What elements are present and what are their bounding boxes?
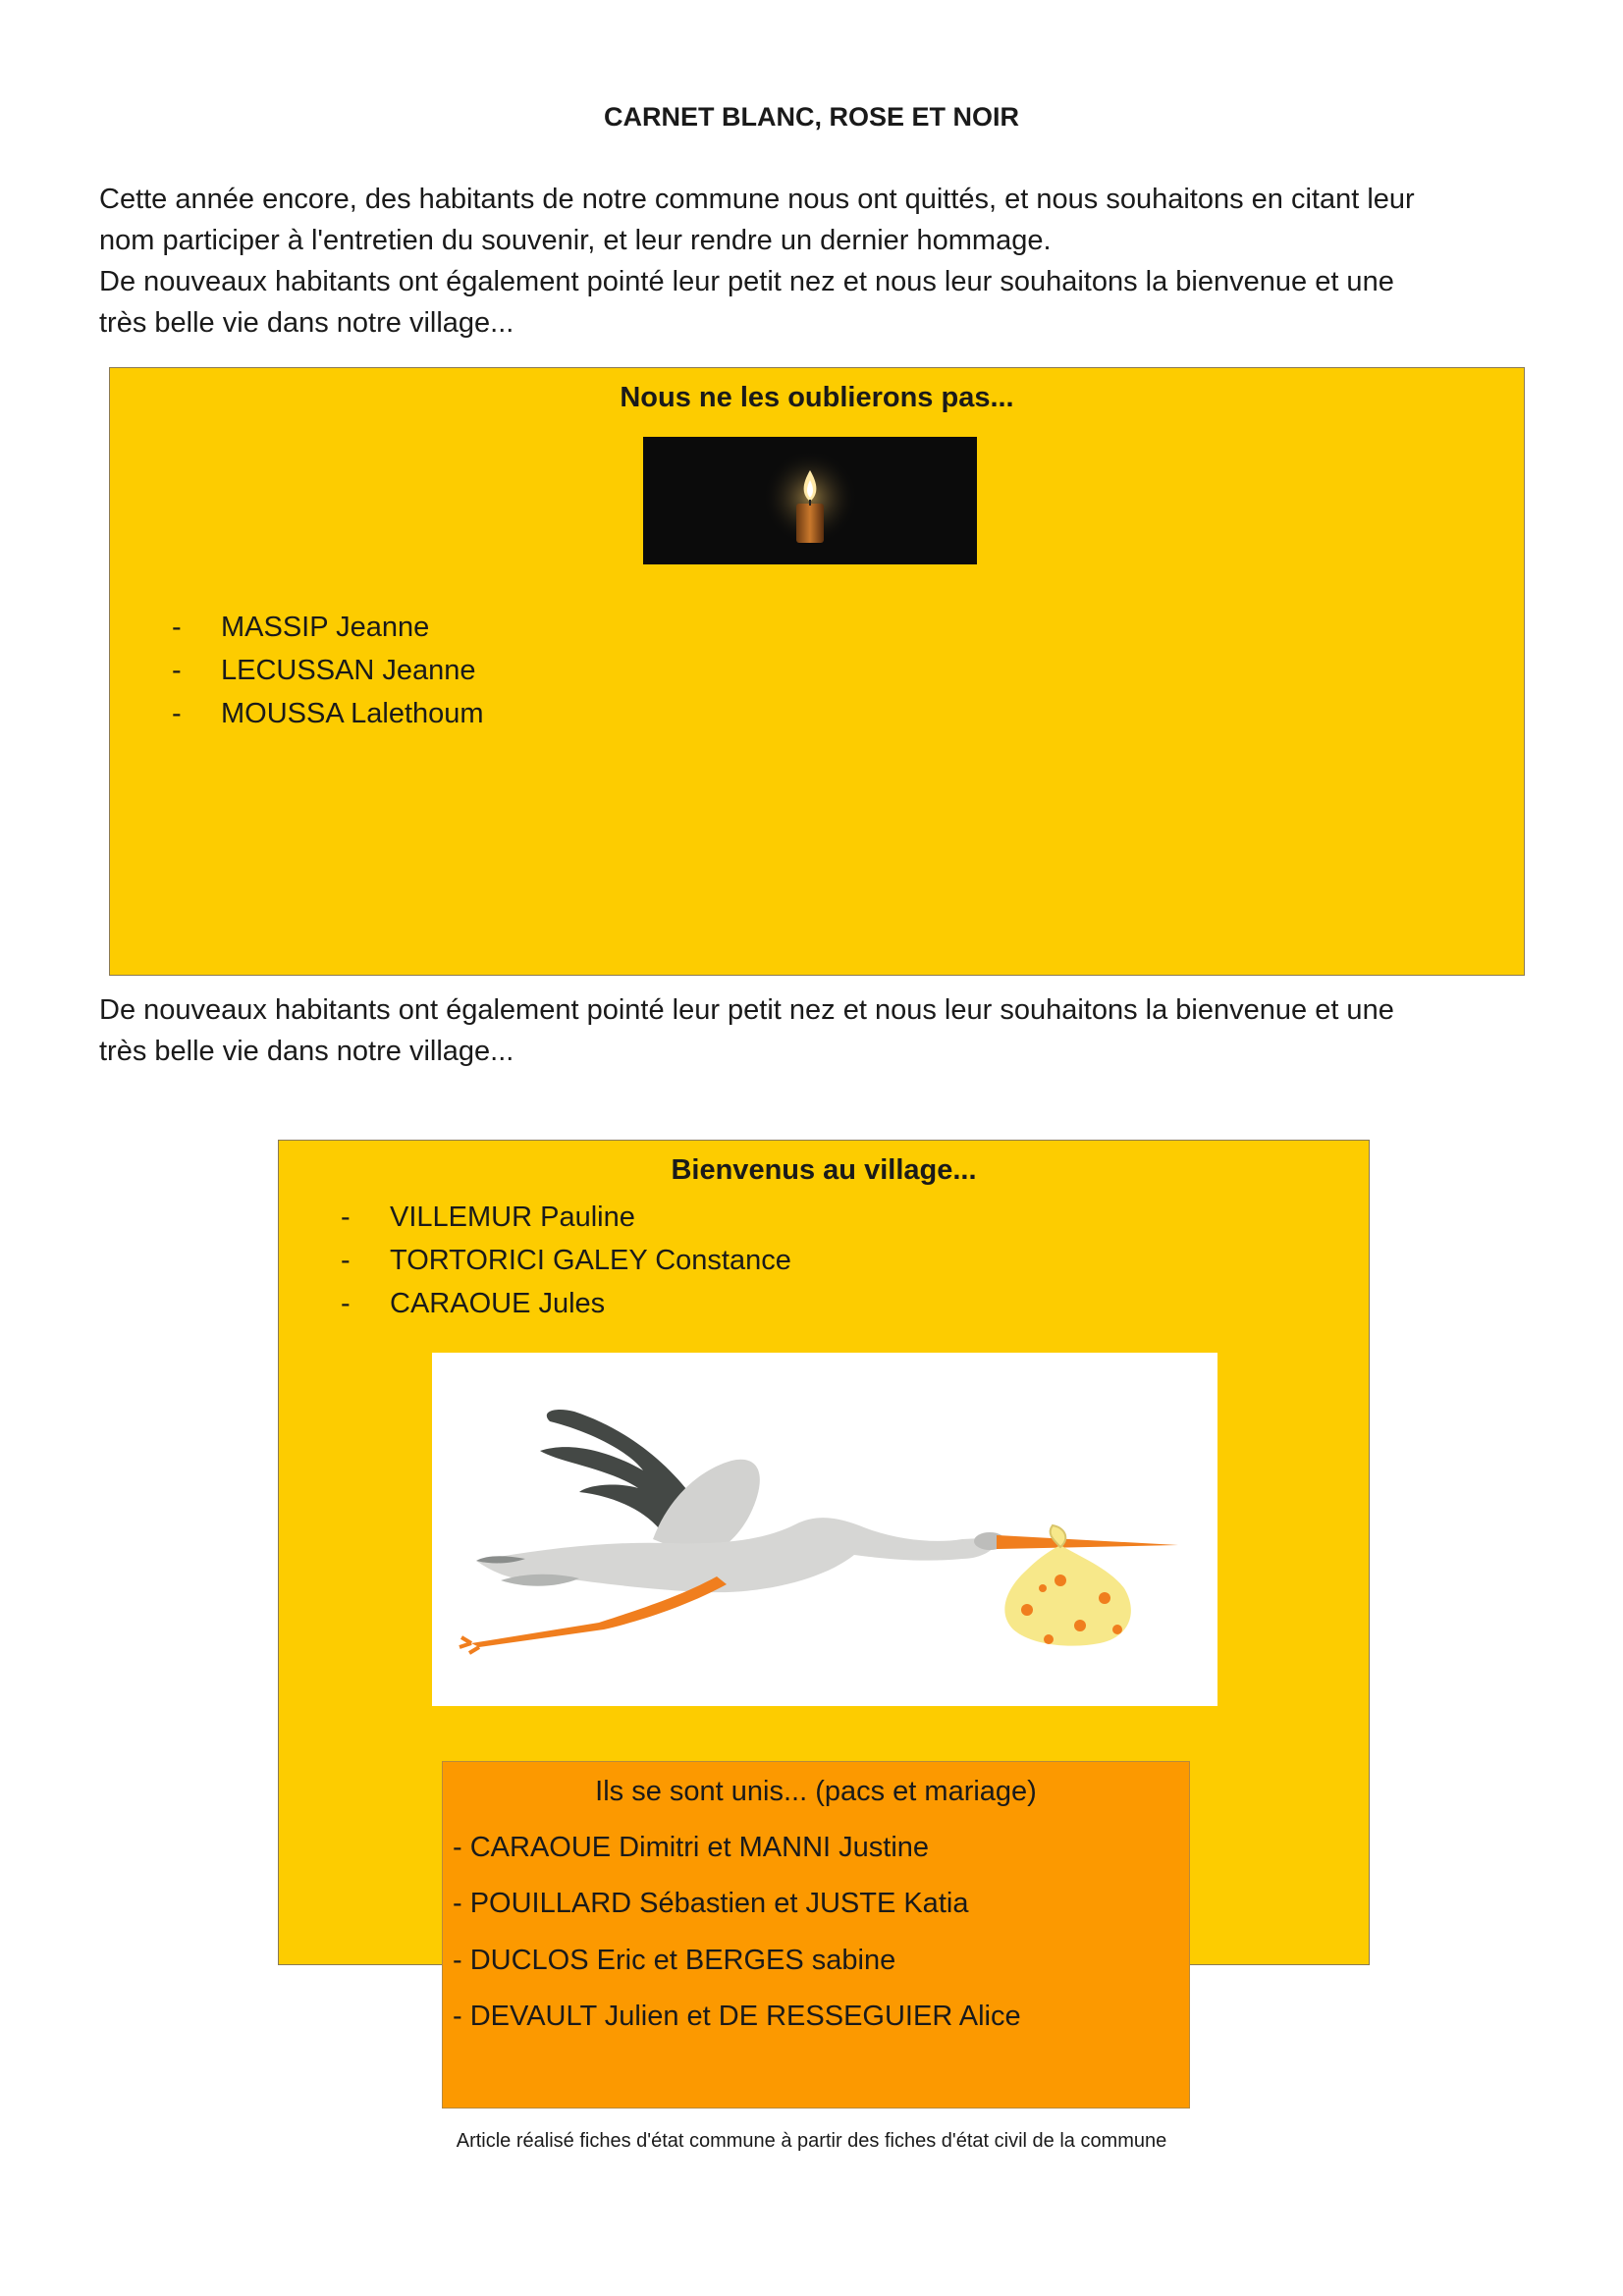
deaths-box [109, 367, 1525, 976]
intro-line: De nouveaux habitants ont également pointé leur petit nez et nous leur souhaitons la bienvenue et une [99, 266, 1394, 297]
middle-line: De nouveaux habitants ont également pointé leur petit nez et nous leur souhaitons la bienvenue et une [99, 994, 1394, 1026]
deceased-name: MOUSSA Lalethoum [221, 698, 484, 729]
middle-line: très belle vie dans notre village... [99, 1036, 514, 1067]
deceased-name: MASSIP Jeanne [221, 612, 430, 643]
list-item: ‐ CARAOUE Jules [341, 1282, 791, 1325]
unions-heading: Ils se sont unis... (pacs et mariage) [595, 1776, 1037, 1807]
deceased-name: LECUSSAN Jeanne [221, 655, 476, 686]
intro-line: nom participer à l'entretien du souvenir, et leur rendre un dernier hommage. [99, 225, 1052, 256]
candle-icon [643, 437, 977, 564]
unions-box [442, 1761, 1190, 2109]
union-item: - DEVAULT Julien et DE RESSEGUIER Alice [453, 2001, 1021, 2032]
list-item: ‐ TORTORICI GALEY Constance [341, 1239, 791, 1282]
list-item: ‐ MOUSSA Lalethoum [172, 692, 484, 735]
births-heading: Bienvenus au village... [671, 1154, 977, 1186]
list-item: ‐ VILLEMUR Pauline [341, 1196, 791, 1239]
list-item: ‐ LECUSSAN Jeanne [172, 649, 484, 692]
newborn-name: VILLEMUR Pauline [390, 1201, 635, 1233]
deaths-heading: Nous ne les oublierons pas... [620, 382, 1014, 413]
union-item: - POUILLARD Sébastien et JUSTE Katia [453, 1888, 969, 1919]
newborn-name: TORTORICI GALEY Constance [390, 1245, 791, 1276]
union-item: - DUCLOS Eric et BERGES sabine [453, 1945, 896, 1976]
candle-image [643, 437, 977, 564]
union-item: - CARAOUE Dimitri et MANNI Justine [453, 1832, 930, 1863]
deaths-list [172, 606, 484, 735]
intro-line: Cette année encore, des habitants de notre commune nous ont quittés, et nous souhaitons en citant leur [99, 184, 1415, 215]
births-list [341, 1196, 791, 1325]
list-item: ‐ MASSIP Jeanne [172, 606, 484, 649]
stork-image [432, 1353, 1217, 1706]
intro-line: très belle vie dans notre village... [99, 307, 514, 339]
page-title: CARNET BLANC, ROSE ET NOIR [603, 102, 1019, 132]
stork-icon [432, 1353, 1217, 1706]
middle-paragraph [99, 989, 1533, 1072]
footer-note: Article réalisé fiches d'état commune à partir des fiches d'état civil de la commune [456, 2130, 1167, 2152]
intro-paragraph [99, 179, 1533, 344]
newborn-name: CARAOUE Jules [390, 1288, 606, 1319]
